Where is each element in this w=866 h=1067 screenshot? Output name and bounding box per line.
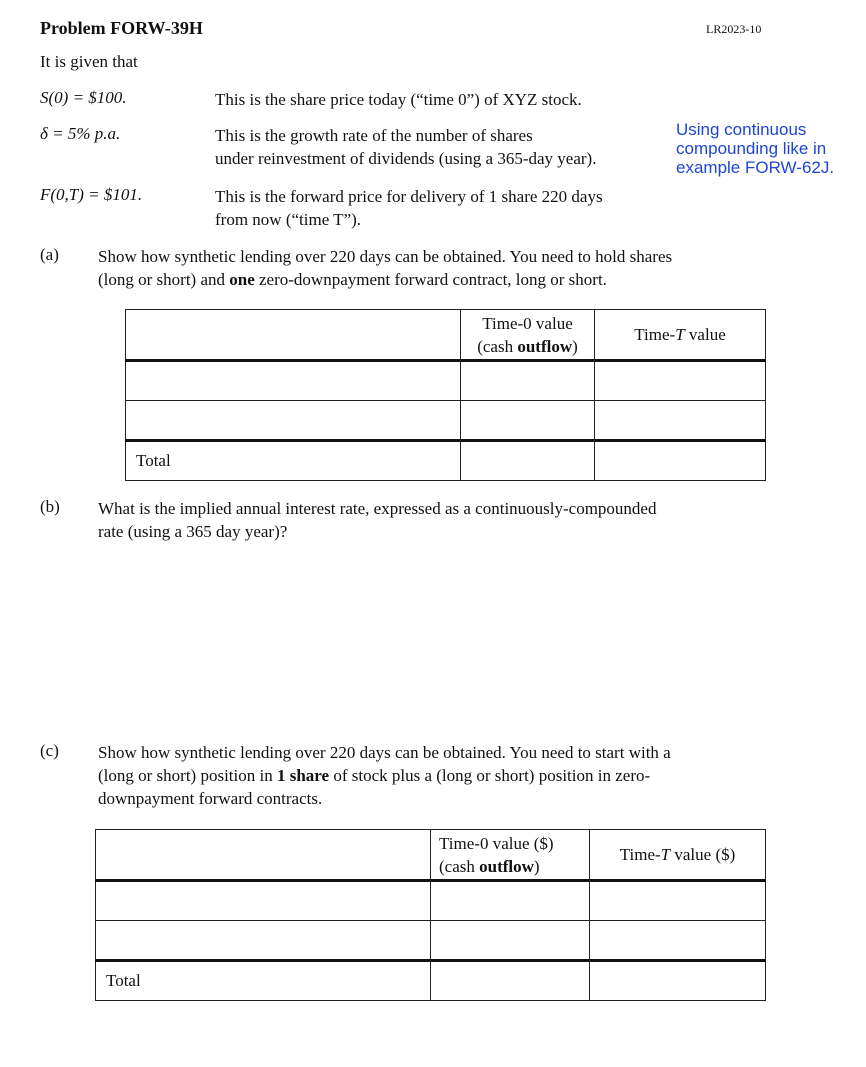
part-c-line-2-post: of stock plus a (long or short) position in zero-: [329, 766, 651, 785]
table-a-total-row: [126, 441, 766, 481]
part-c-line-3: downpayment forward contracts.: [98, 789, 323, 808]
part-a-bold-one: one: [229, 270, 255, 289]
table-c-outflow-bold: outflow: [479, 856, 534, 876]
forward-price-description: [215, 185, 603, 231]
problem-code: LR2023-10: [706, 22, 762, 36]
table-a-time0-post: ): [572, 336, 578, 356]
problem-title: Problem FORW-39H: [40, 18, 203, 38]
table-a-timeT-var: T: [675, 325, 685, 344]
table-a-timeT-post: value: [684, 325, 726, 344]
table-a-row-2-time0-cell[interactable]: [461, 401, 595, 441]
table-a: [125, 309, 766, 481]
forward-price-desc-line-1: This is the forward price for delivery of 1 share 220 days: [215, 187, 603, 206]
part-a-line-1: Show how synthetic lending over 220 days can be obtained. You need to hold shares: [98, 247, 673, 266]
part-a-line-2: [98, 268, 766, 291]
part-c-line-1: Show how synthetic lending over 220 days can be obtained. You need to start with a: [98, 743, 671, 762]
forward-price-formula: F(0,T) = $101.: [40, 185, 143, 204]
note-line-3: example FORW-62J.: [676, 158, 835, 177]
table-a-timeT-pre: Time-: [634, 325, 676, 344]
part-c-text: [98, 741, 766, 810]
table-a-total-timeT-cell[interactable]: [595, 441, 766, 481]
table-c-row-1-time0-cell[interactable]: [431, 881, 590, 921]
table-c-timeT-header: [590, 830, 766, 881]
part-a-text: [98, 245, 766, 291]
given-intro: It is given that: [40, 52, 138, 71]
forward-price-desc-line-2: from now (“time T”).: [215, 210, 362, 229]
part-b-text: [98, 497, 766, 543]
growth-rate-description: [215, 124, 596, 170]
table-c-header-blank: [96, 830, 431, 881]
table-c-row-1: [96, 881, 766, 921]
table-c-row-2-timeT-cell[interactable]: [590, 921, 766, 961]
part-c-bold-one-share: 1 share: [276, 766, 330, 785]
table-c-time0-post: ): [533, 856, 540, 876]
note-line-1: Using continuous: [676, 120, 807, 139]
table-c-row-1-timeT-cell[interactable]: [590, 881, 766, 921]
part-a-label: (a): [40, 245, 59, 264]
table-c: [95, 829, 766, 1001]
share-price-desc-line: This is the share price today (“time 0”) of XYZ stock.: [215, 90, 582, 109]
part-c-label: (c): [40, 741, 59, 760]
table-a-row-2-label-cell[interactable]: [126, 401, 461, 441]
table-a-header-row: [126, 310, 766, 361]
table-c-timeT-var: T: [660, 845, 671, 864]
table-a-time0-pre: (cash: [477, 336, 518, 356]
part-b-line-1: What is the implied annual interest rate, expressed as a continuously-compounded: [98, 499, 657, 518]
table-a-total-time0-cell[interactable]: [461, 441, 595, 481]
table-a-row-1: [126, 361, 766, 401]
growth-rate-formula: δ = 5% p.a.: [40, 124, 121, 143]
share-price-description: [215, 88, 582, 111]
table-c-row-2-label-cell[interactable]: [96, 921, 431, 961]
table-c-row-2: [96, 921, 766, 961]
table-c-total-label: Total: [96, 961, 431, 1001]
table-a-header-blank: [126, 310, 461, 361]
table-c-time0-pre: (cash: [439, 856, 480, 876]
table-a-row-2-timeT-cell[interactable]: [595, 401, 766, 441]
table-c-row-1-label-cell[interactable]: [96, 881, 431, 921]
table-c-total-time0-cell[interactable]: [431, 961, 590, 1001]
table-a-time0-header: [461, 310, 595, 361]
table-a-row-1-timeT-cell[interactable]: [595, 361, 766, 401]
part-c-line-2: [98, 764, 766, 787]
table-a-time0-line1: Time-0 value: [482, 313, 573, 333]
table-c-total-timeT-cell[interactable]: [590, 961, 766, 1001]
table-c-header-row: [96, 830, 766, 881]
table-c-timeT-pre: Time-: [619, 845, 661, 864]
part-a-line-2-pre: (long or short) and: [98, 270, 230, 289]
table-a-outflow-bold: outflow: [517, 336, 573, 356]
part-a-line-2-post: zero-downpayment forward contract, long or short.: [254, 270, 607, 289]
growth-rate-desc-line-1: This is the growth rate of the number of shares: [215, 126, 533, 145]
table-c-time0-line2: [439, 855, 589, 878]
table-a-row-2: [126, 401, 766, 441]
table-a-timeT-header: [595, 310, 766, 361]
note-line-2: compounding like in: [676, 139, 827, 158]
table-c-row-2-time0-cell[interactable]: [431, 921, 590, 961]
part-b-line-2: rate (using a 365 day year)?: [98, 522, 288, 541]
table-a-row-1-time0-cell[interactable]: [461, 361, 595, 401]
handwritten-note: [676, 120, 834, 177]
table-c-time0-header: [431, 830, 590, 881]
table-a-row-1-label-cell[interactable]: [126, 361, 461, 401]
part-b-label: (b): [40, 497, 60, 516]
growth-rate-desc-line-2: under reinvestment of dividends (using a 365-day year).: [215, 149, 597, 168]
table-c-time0-line1: Time-0 value ($): [439, 833, 554, 853]
table-a-time0-line2: [461, 335, 594, 358]
table-a-total-label: Total: [126, 441, 461, 481]
part-c-line-2-pre: (long or short) position in: [98, 766, 277, 785]
table-c-total-row: [96, 961, 766, 1001]
share-price-formula: S(0) = $100.: [40, 88, 127, 107]
table-c-timeT-post: value ($): [670, 845, 736, 864]
